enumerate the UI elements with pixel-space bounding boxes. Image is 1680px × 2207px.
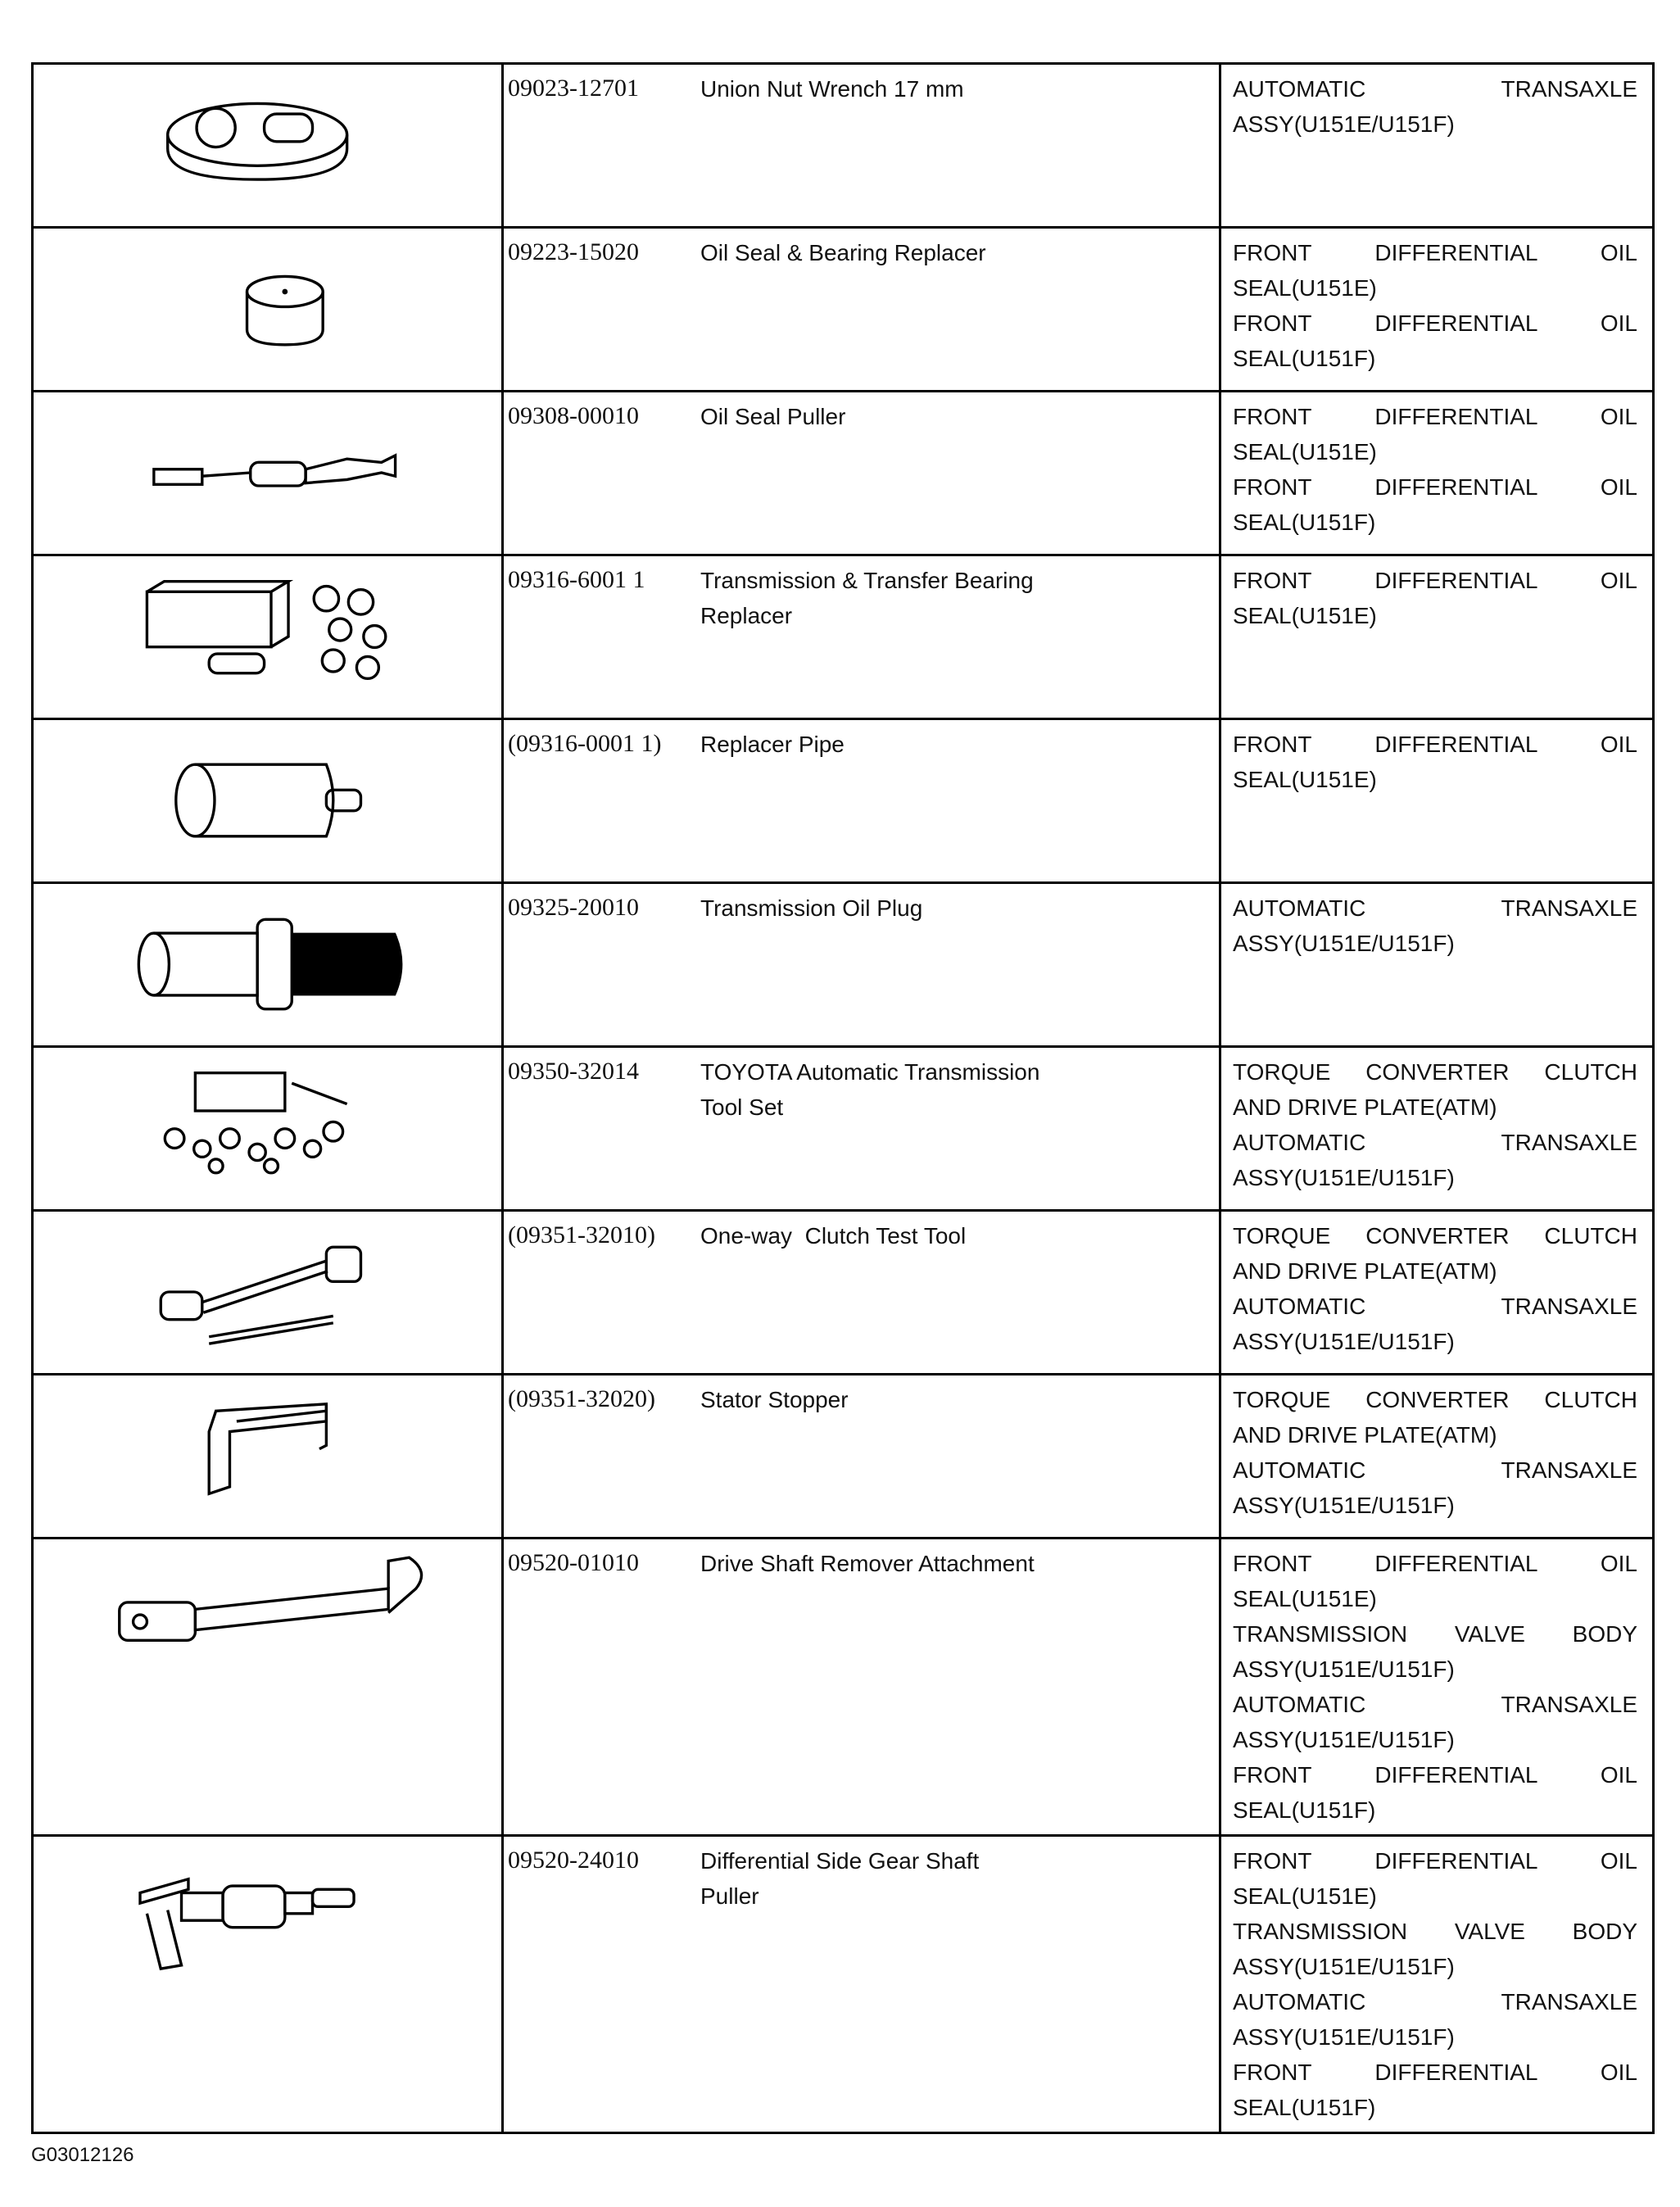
application-line: FRONT DIFFERENTIAL OIL <box>1233 1551 1637 1576</box>
application-line: FRONT DIFFERENTIAL OIL <box>1233 568 1637 593</box>
tool-name <box>700 1843 979 1914</box>
table-row <box>33 392 1654 555</box>
tool-name-line: Drive Shaft Remover Attachment <box>700 1551 1035 1576</box>
application-entry <box>1233 1914 1637 1984</box>
application-entry <box>1233 1616 1637 1687</box>
application-line: TRANSMISSION VALVE BODY <box>1233 1919 1637 1944</box>
tool-name-line: Union Nut Wrench 17 mm <box>700 76 964 102</box>
application-line: ASSY(U151E/U151F) <box>1233 111 1455 137</box>
tool-name-line: Transmission & Transfer Bearing <box>700 568 1034 593</box>
application-line: FRONT DIFFERENTIAL OIL <box>1233 1762 1637 1788</box>
application-line: AUTOMATIC TRANSAXLE <box>1233 76 1637 102</box>
tool-name-line: One-way Clutch Test Tool <box>700 1223 967 1249</box>
application-line: ASSY(U151E/U151F) <box>1233 931 1455 956</box>
application-entry <box>1233 1452 1637 1523</box>
tool-info-cell <box>503 1375 1220 1539</box>
tool-name <box>700 1382 849 1417</box>
application-cell <box>1220 392 1654 555</box>
tool-name-line: Differential Side Gear Shaft <box>700 1848 980 1874</box>
tool-name <box>700 727 845 762</box>
application-line: AND DRIVE PLATE(ATM) <box>1233 1094 1497 1120</box>
tool-image-cell <box>33 64 503 228</box>
tool-image-cell <box>33 392 503 555</box>
application-line: TORQUE CONVERTER CLUTCH <box>1233 1387 1637 1412</box>
application-line: AUTOMATIC TRANSAXLE <box>1233 1692 1637 1717</box>
application-entry <box>1233 1687 1637 1757</box>
part-number: 09316-6001 1 <box>508 566 645 593</box>
oil-seal-puller-icon <box>107 407 435 538</box>
application-line: SEAL(U151F) <box>1233 510 1376 535</box>
part-number: 09308-00010 <box>508 402 639 429</box>
application-entry <box>1233 2055 1637 2125</box>
tool-name <box>700 399 845 434</box>
tool-image-cell <box>33 1375 503 1539</box>
application-line: TORQUE CONVERTER CLUTCH <box>1233 1223 1637 1249</box>
application-line: SEAL(U151E) <box>1233 1586 1377 1611</box>
tool-image-cell <box>33 719 503 883</box>
part-number: 09325-20010 <box>508 894 639 921</box>
tool-info-cell <box>503 555 1220 719</box>
table-row <box>33 1539 1654 1836</box>
tool-image-cell <box>33 228 503 392</box>
application-entry <box>1233 306 1637 376</box>
special-service-tools-table <box>31 62 1655 2134</box>
union-nut-wrench-icon <box>107 79 435 211</box>
part-number: (09316-0001 1) <box>508 730 662 757</box>
part-number: 09520-24010 <box>508 1847 639 1874</box>
tool-name-line: Transmission Oil Plug <box>700 895 923 921</box>
tool-name <box>700 563 1034 633</box>
tool-info-cell <box>503 392 1220 555</box>
application-line: SEAL(U151F) <box>1233 346 1376 371</box>
replacer-pipe-icon <box>107 735 435 866</box>
application-line: AUTOMATIC TRANSAXLE <box>1233 1457 1637 1483</box>
table-row <box>33 719 1654 883</box>
oil-seal-replacer-icon <box>107 243 435 374</box>
table-row <box>33 64 1654 228</box>
application-entry <box>1233 1054 1637 1125</box>
tool-info-cell <box>503 719 1220 883</box>
tool-info-cell <box>503 1539 1220 1836</box>
application-line: AUTOMATIC TRANSAXLE <box>1233 1989 1637 2014</box>
table-row <box>33 1211 1654 1375</box>
table-row <box>33 883 1654 1047</box>
tool-set-icon <box>107 1063 435 1194</box>
application-line: AUTOMATIC TRANSAXLE <box>1233 895 1637 921</box>
part-number: 09350-32014 <box>508 1058 639 1085</box>
application-line: TORQUE CONVERTER CLUTCH <box>1233 1059 1637 1085</box>
application-line: AUTOMATIC TRANSAXLE <box>1233 1130 1637 1155</box>
application-line: FRONT DIFFERENTIAL OIL <box>1233 732 1637 757</box>
application-line: SEAL(U151E) <box>1233 275 1377 301</box>
table-row <box>33 555 1654 719</box>
tool-info-cell <box>503 1836 1220 2133</box>
part-number: (09351-32020) <box>508 1385 655 1412</box>
application-cell <box>1220 555 1654 719</box>
tool-image-cell <box>33 1211 503 1375</box>
tool-info-cell <box>503 1211 1220 1375</box>
application-entry <box>1233 563 1637 633</box>
part-number: 09023-12701 <box>508 75 639 102</box>
bearing-replacer-kit-icon <box>107 571 435 702</box>
part-number: (09351-32010) <box>508 1221 655 1249</box>
tool-name-line: Replacer Pipe <box>700 732 845 757</box>
application-line: FRONT DIFFERENTIAL OIL <box>1233 474 1637 500</box>
tool-name-line: TOYOTA Automatic Transmission <box>700 1059 1040 1085</box>
application-cell <box>1220 64 1654 228</box>
table-row <box>33 1836 1654 2133</box>
application-entry <box>1233 469 1637 540</box>
application-line: AND DRIVE PLATE(ATM) <box>1233 1422 1497 1448</box>
application-line: FRONT DIFFERENTIAL OIL <box>1233 310 1637 336</box>
side-gear-shaft-puller-icon <box>107 1851 435 1983</box>
application-line: AND DRIVE PLATE(ATM) <box>1233 1258 1497 1284</box>
application-line: SEAL(U151E) <box>1233 1883 1377 1909</box>
application-entry <box>1233 71 1637 142</box>
application-cell <box>1220 1836 1654 2133</box>
application-entry <box>1233 1546 1637 1616</box>
stator-stopper-icon <box>107 1390 435 1521</box>
application-entry <box>1233 235 1637 306</box>
tool-info-cell <box>503 883 1220 1047</box>
application-line: FRONT DIFFERENTIAL OIL <box>1233 240 1637 265</box>
tool-name-line: Tool Set <box>700 1094 784 1120</box>
application-line: ASSY(U151E/U151F) <box>1233 1329 1455 1354</box>
tool-name-line: Replacer <box>700 603 793 628</box>
figure-code: G03012126 <box>31 2144 134 2166</box>
application-entry <box>1233 1984 1637 2055</box>
application-entry <box>1233 1382 1637 1452</box>
tool-info-cell <box>503 1047 1220 1211</box>
application-line: SEAL(U151E) <box>1233 439 1377 465</box>
tool-info-cell <box>503 228 1220 392</box>
tool-name-line: Puller <box>700 1883 759 1909</box>
application-cell <box>1220 1047 1654 1211</box>
application-cell <box>1220 1375 1654 1539</box>
transmission-oil-plug-icon <box>107 899 435 1030</box>
application-line: SEAL(U151E) <box>1233 603 1377 628</box>
table-row <box>33 1047 1654 1211</box>
table-row <box>33 228 1654 392</box>
application-entry <box>1233 399 1637 469</box>
application-entry <box>1233 727 1637 797</box>
application-cell <box>1220 1211 1654 1375</box>
tool-name <box>700 1546 1035 1581</box>
application-entry <box>1233 1757 1637 1828</box>
tool-name <box>700 1054 1039 1125</box>
application-line: FRONT DIFFERENTIAL OIL <box>1233 2060 1637 2085</box>
application-line: SEAL(U151E) <box>1233 767 1377 792</box>
application-line: SEAL(U151F) <box>1233 1797 1376 1823</box>
tool-image-cell <box>33 1539 503 1836</box>
application-entry <box>1233 1125 1637 1195</box>
part-number: 09520-01010 <box>508 1549 639 1576</box>
application-line: ASSY(U151E/U151F) <box>1233 1727 1455 1752</box>
tool-image-cell <box>33 1836 503 2133</box>
tool-info-cell <box>503 64 1220 228</box>
application-entry <box>1233 1218 1637 1289</box>
application-line: ASSY(U151E/U151F) <box>1233 1165 1455 1190</box>
tool-name <box>700 891 922 926</box>
application-line: SEAL(U151F) <box>1233 2095 1376 2120</box>
application-cell <box>1220 1539 1654 1836</box>
application-cell <box>1220 228 1654 392</box>
table-row <box>33 1375 1654 1539</box>
tool-name <box>700 1218 966 1253</box>
clutch-test-tool-icon <box>107 1226 435 1357</box>
application-line: ASSY(U151E/U151F) <box>1233 1954 1455 1979</box>
application-line: AUTOMATIC TRANSAXLE <box>1233 1294 1637 1319</box>
application-line: ASSY(U151E/U151F) <box>1233 1656 1455 1682</box>
application-entry <box>1233 1289 1637 1359</box>
application-line: FRONT DIFFERENTIAL OIL <box>1233 1848 1637 1874</box>
application-line: FRONT DIFFERENTIAL OIL <box>1233 404 1637 429</box>
drive-shaft-remover-icon <box>107 1554 435 1685</box>
tool-name-line: Oil Seal & Bearing Replacer <box>700 240 986 265</box>
application-line: TRANSMISSION VALVE BODY <box>1233 1621 1637 1647</box>
application-line: ASSY(U151E/U151F) <box>1233 1493 1455 1518</box>
tool-image-cell <box>33 1047 503 1211</box>
tool-name-line: Stator Stopper <box>700 1387 849 1412</box>
application-cell <box>1220 883 1654 1047</box>
tool-name <box>700 71 964 106</box>
application-entry <box>1233 891 1637 961</box>
application-entry <box>1233 1843 1637 1914</box>
tool-image-cell <box>33 883 503 1047</box>
application-cell <box>1220 719 1654 883</box>
tool-name <box>700 235 986 270</box>
part-number: 09223-15020 <box>508 238 639 265</box>
tool-image-cell <box>33 555 503 719</box>
application-line: ASSY(U151E/U151F) <box>1233 2024 1455 2050</box>
tool-name-line: Oil Seal Puller <box>700 404 846 429</box>
